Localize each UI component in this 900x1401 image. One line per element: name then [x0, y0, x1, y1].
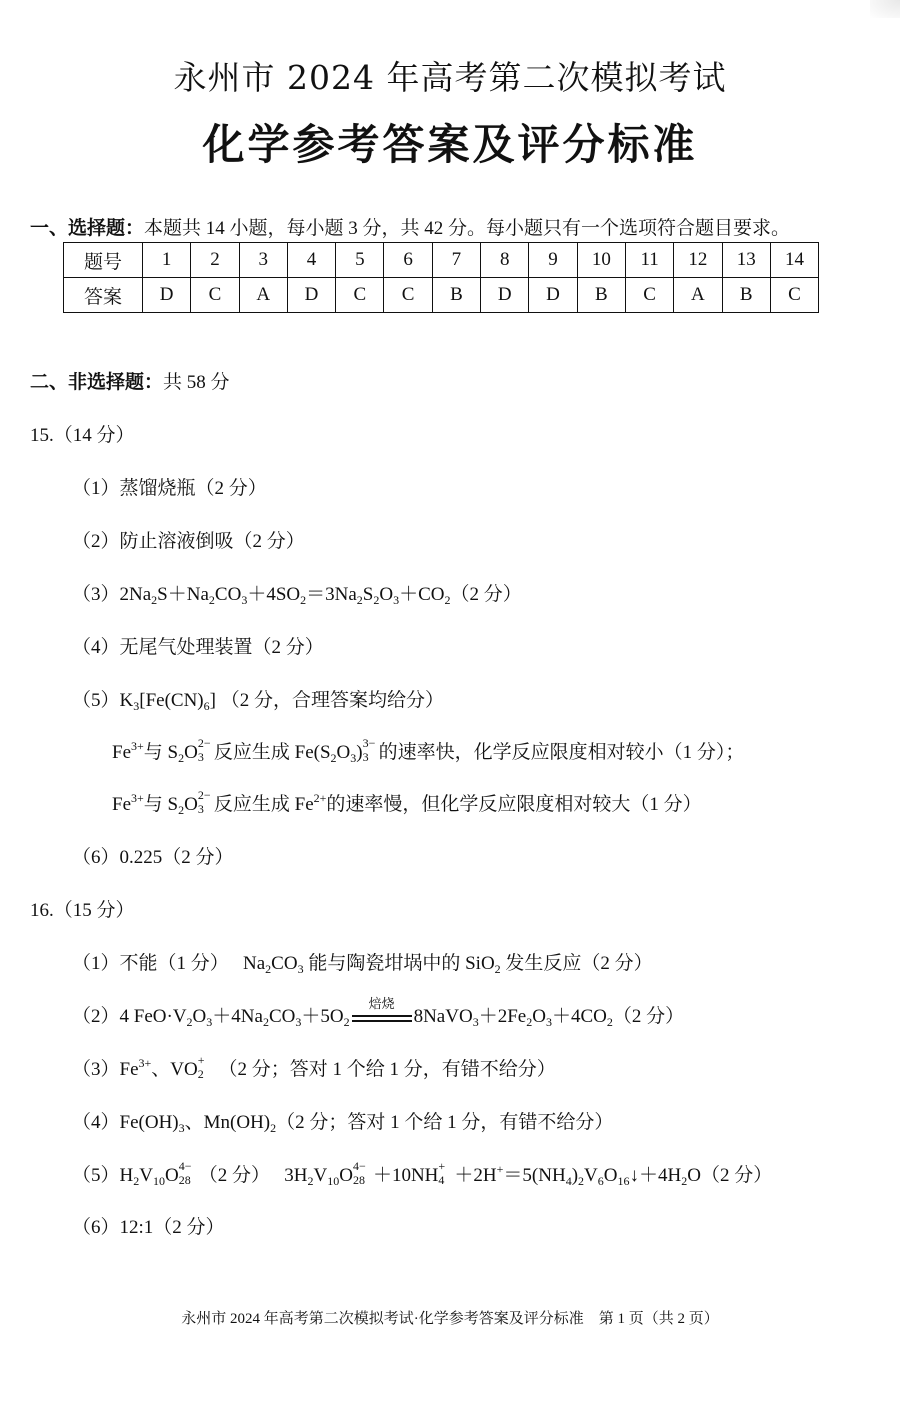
answer-cell: B — [722, 278, 770, 313]
text: 反应生成 — [213, 742, 290, 763]
page-title: 化学参考答案及评分标准 — [202, 120, 698, 169]
q16-part6: （6）12:1（2 分） — [72, 1217, 225, 1238]
score: （2 分） — [612, 1006, 685, 1027]
answer-cell: C — [191, 278, 239, 313]
score: （2 分；答对 1 个给 1 分，有错不给分） — [218, 1059, 556, 1080]
q15-part5 — [72, 685, 444, 712]
section1-description: 本题共 14 小题，每小题 3 分，共 42 分。每小题只有一个选项符合题目要求。 — [144, 218, 791, 239]
section2-label: 二、非选择题： — [30, 371, 164, 393]
section1-label: 一、选择题： — [30, 217, 145, 239]
chemical-equation: $3H_2V_{10}O$ 4− 28 ＋10NH + 4 $+2H^+=5(NH_4)_2V_6O_{16}↓+4H_2O$ — [284, 1159, 701, 1188]
q15-part4: （4）无尾气处理装置（2 分） — [72, 637, 324, 658]
question-number: 7 — [432, 243, 480, 278]
part-number: （3） — [72, 1059, 120, 1080]
precipitates: $Fe(OH)_3$、$Mn(OH)_2$ — [119, 1112, 277, 1135]
q16-part3 — [72, 1054, 556, 1081]
text: 反应生成 — [213, 794, 290, 815]
q15-part5-explanation-1: $Fe^{3+}$与 $S_2O$ 2− 3 反应生成 $Fe(S_2O_3)$ 3− 3 的速率快，化学反应限度相对较小（1 分）； — [112, 736, 745, 765]
answer-cell: A — [239, 278, 287, 313]
section1-heading — [30, 213, 790, 240]
score: （2 分） — [700, 1165, 773, 1186]
q15-part1: （1）蒸馏烧瓶（2 分） — [72, 478, 267, 499]
answer-table — [63, 242, 819, 313]
q16-part5 — [72, 1160, 772, 1187]
chemical-formula: $K_3[Fe(CN)_6]$ — [119, 690, 216, 713]
part-number: （4） — [72, 1112, 120, 1133]
question-number: 8 — [481, 243, 529, 278]
q16-part2 — [72, 995, 685, 1029]
section2-heading — [30, 367, 230, 394]
q15-part3 — [72, 579, 522, 606]
question-number: 12 — [674, 243, 722, 278]
question-number: 5 — [336, 243, 384, 278]
part-number: （2） — [72, 1006, 120, 1027]
answer-cell: C — [625, 278, 673, 313]
text: 与 — [143, 742, 163, 763]
answer-cell: C — [770, 278, 818, 313]
score: （2 分，合理答案均给分） — [220, 690, 444, 711]
q15-heading: 15.（14 分） — [30, 425, 135, 446]
question-number: 4 — [287, 243, 335, 278]
answer-cell: B — [432, 278, 480, 313]
score: （2 分） — [450, 584, 522, 605]
exam-title: 永州市 2024 年高考第二次模拟考试 — [173, 58, 727, 97]
q15-part2: （2）防止溶液倒吸（2 分） — [72, 531, 305, 552]
text: 能与陶瓷坩埚中的 — [308, 953, 461, 974]
q16-heading: 16.（15 分） — [30, 900, 135, 921]
question-number: 3 — [239, 243, 287, 278]
answer-cell: C — [384, 278, 432, 313]
page-footer: 永州市 2024 年高考第二次模拟考试·化学参考答案及评分标准 第 1 页（共 2 页） — [181, 1311, 719, 1327]
ion-formula: $H_2V_{10}O$ 4− 28 — [119, 1159, 192, 1188]
question-number: 9 — [529, 243, 577, 278]
q15-part5-explanation-2: $Fe^{3+}$与 $S_2O$ 2− 3 反应生成 $Fe^{2+}$的速率慢，但化学反应限度相对较大（1 分） — [112, 788, 702, 817]
answer-cell: D — [529, 278, 577, 313]
chemical-equation: $2Na_2S+Na_2CO_3+4SO_2=3Na_2S_2O_3+CO_2$ — [119, 584, 451, 607]
table-row-numbers — [64, 243, 819, 278]
section2-description: 共 58 分 — [163, 372, 230, 393]
score: （2 分；答对 1 个给 1 分，有错不给分） — [276, 1112, 614, 1133]
row-header-answer: 答案 — [64, 278, 143, 313]
text: （1）不能（1 分） — [72, 953, 229, 974]
answer-cell: D — [481, 278, 529, 313]
part-number: （5） — [72, 690, 120, 711]
answer-cell: D — [287, 278, 335, 313]
text: 与 — [143, 794, 163, 815]
q16-part1: （1）不能（1 分） $Na_2CO_3$ 能与陶瓷坩埚中的 SiO$_2$ 发生反应（2 分） — [72, 953, 653, 976]
chemical-equation: 4 $FeO\cdot V_2O_3+4Na_2CO_3+5O_2$ 焙烧 $8NaVO_3+2Fe_2O_3+4CO_2$ — [120, 1006, 613, 1027]
table-row-answers — [64, 278, 819, 313]
reaction-condition-equals — [352, 995, 412, 1023]
answer-cell: B — [577, 278, 625, 313]
row-header-number: 题号 — [64, 243, 143, 278]
text: 的速率慢，但化学反应限度相对较大（1 分） — [326, 794, 702, 815]
question-number: 11 — [625, 243, 673, 278]
q15-part6: （6）0.225（2 分） — [72, 847, 234, 868]
question-number: 13 — [722, 243, 770, 278]
text: 的速率快，化学反应限度相对较小（1 分）； — [378, 742, 745, 763]
q16-part4 — [72, 1107, 613, 1134]
answer-cell: C — [336, 278, 384, 313]
ions: $Fe^{3+}$、VO + 2 — [119, 1053, 205, 1081]
question-number: 10 — [577, 243, 625, 278]
condition-label: 焙烧 — [368, 995, 395, 1011]
part-number: （5） — [72, 1165, 120, 1186]
answer-cell: A — [674, 278, 722, 313]
answer-cell: D — [143, 278, 191, 313]
score: （2 分） — [198, 1165, 270, 1186]
text: 发生反应（2 分） — [505, 953, 653, 974]
question-number: 14 — [770, 243, 818, 278]
question-number: 2 — [191, 243, 239, 278]
question-number: 6 — [384, 243, 432, 278]
scan-smudge — [870, 0, 900, 18]
part-number: （3） — [72, 584, 120, 605]
question-number: 1 — [143, 243, 191, 278]
